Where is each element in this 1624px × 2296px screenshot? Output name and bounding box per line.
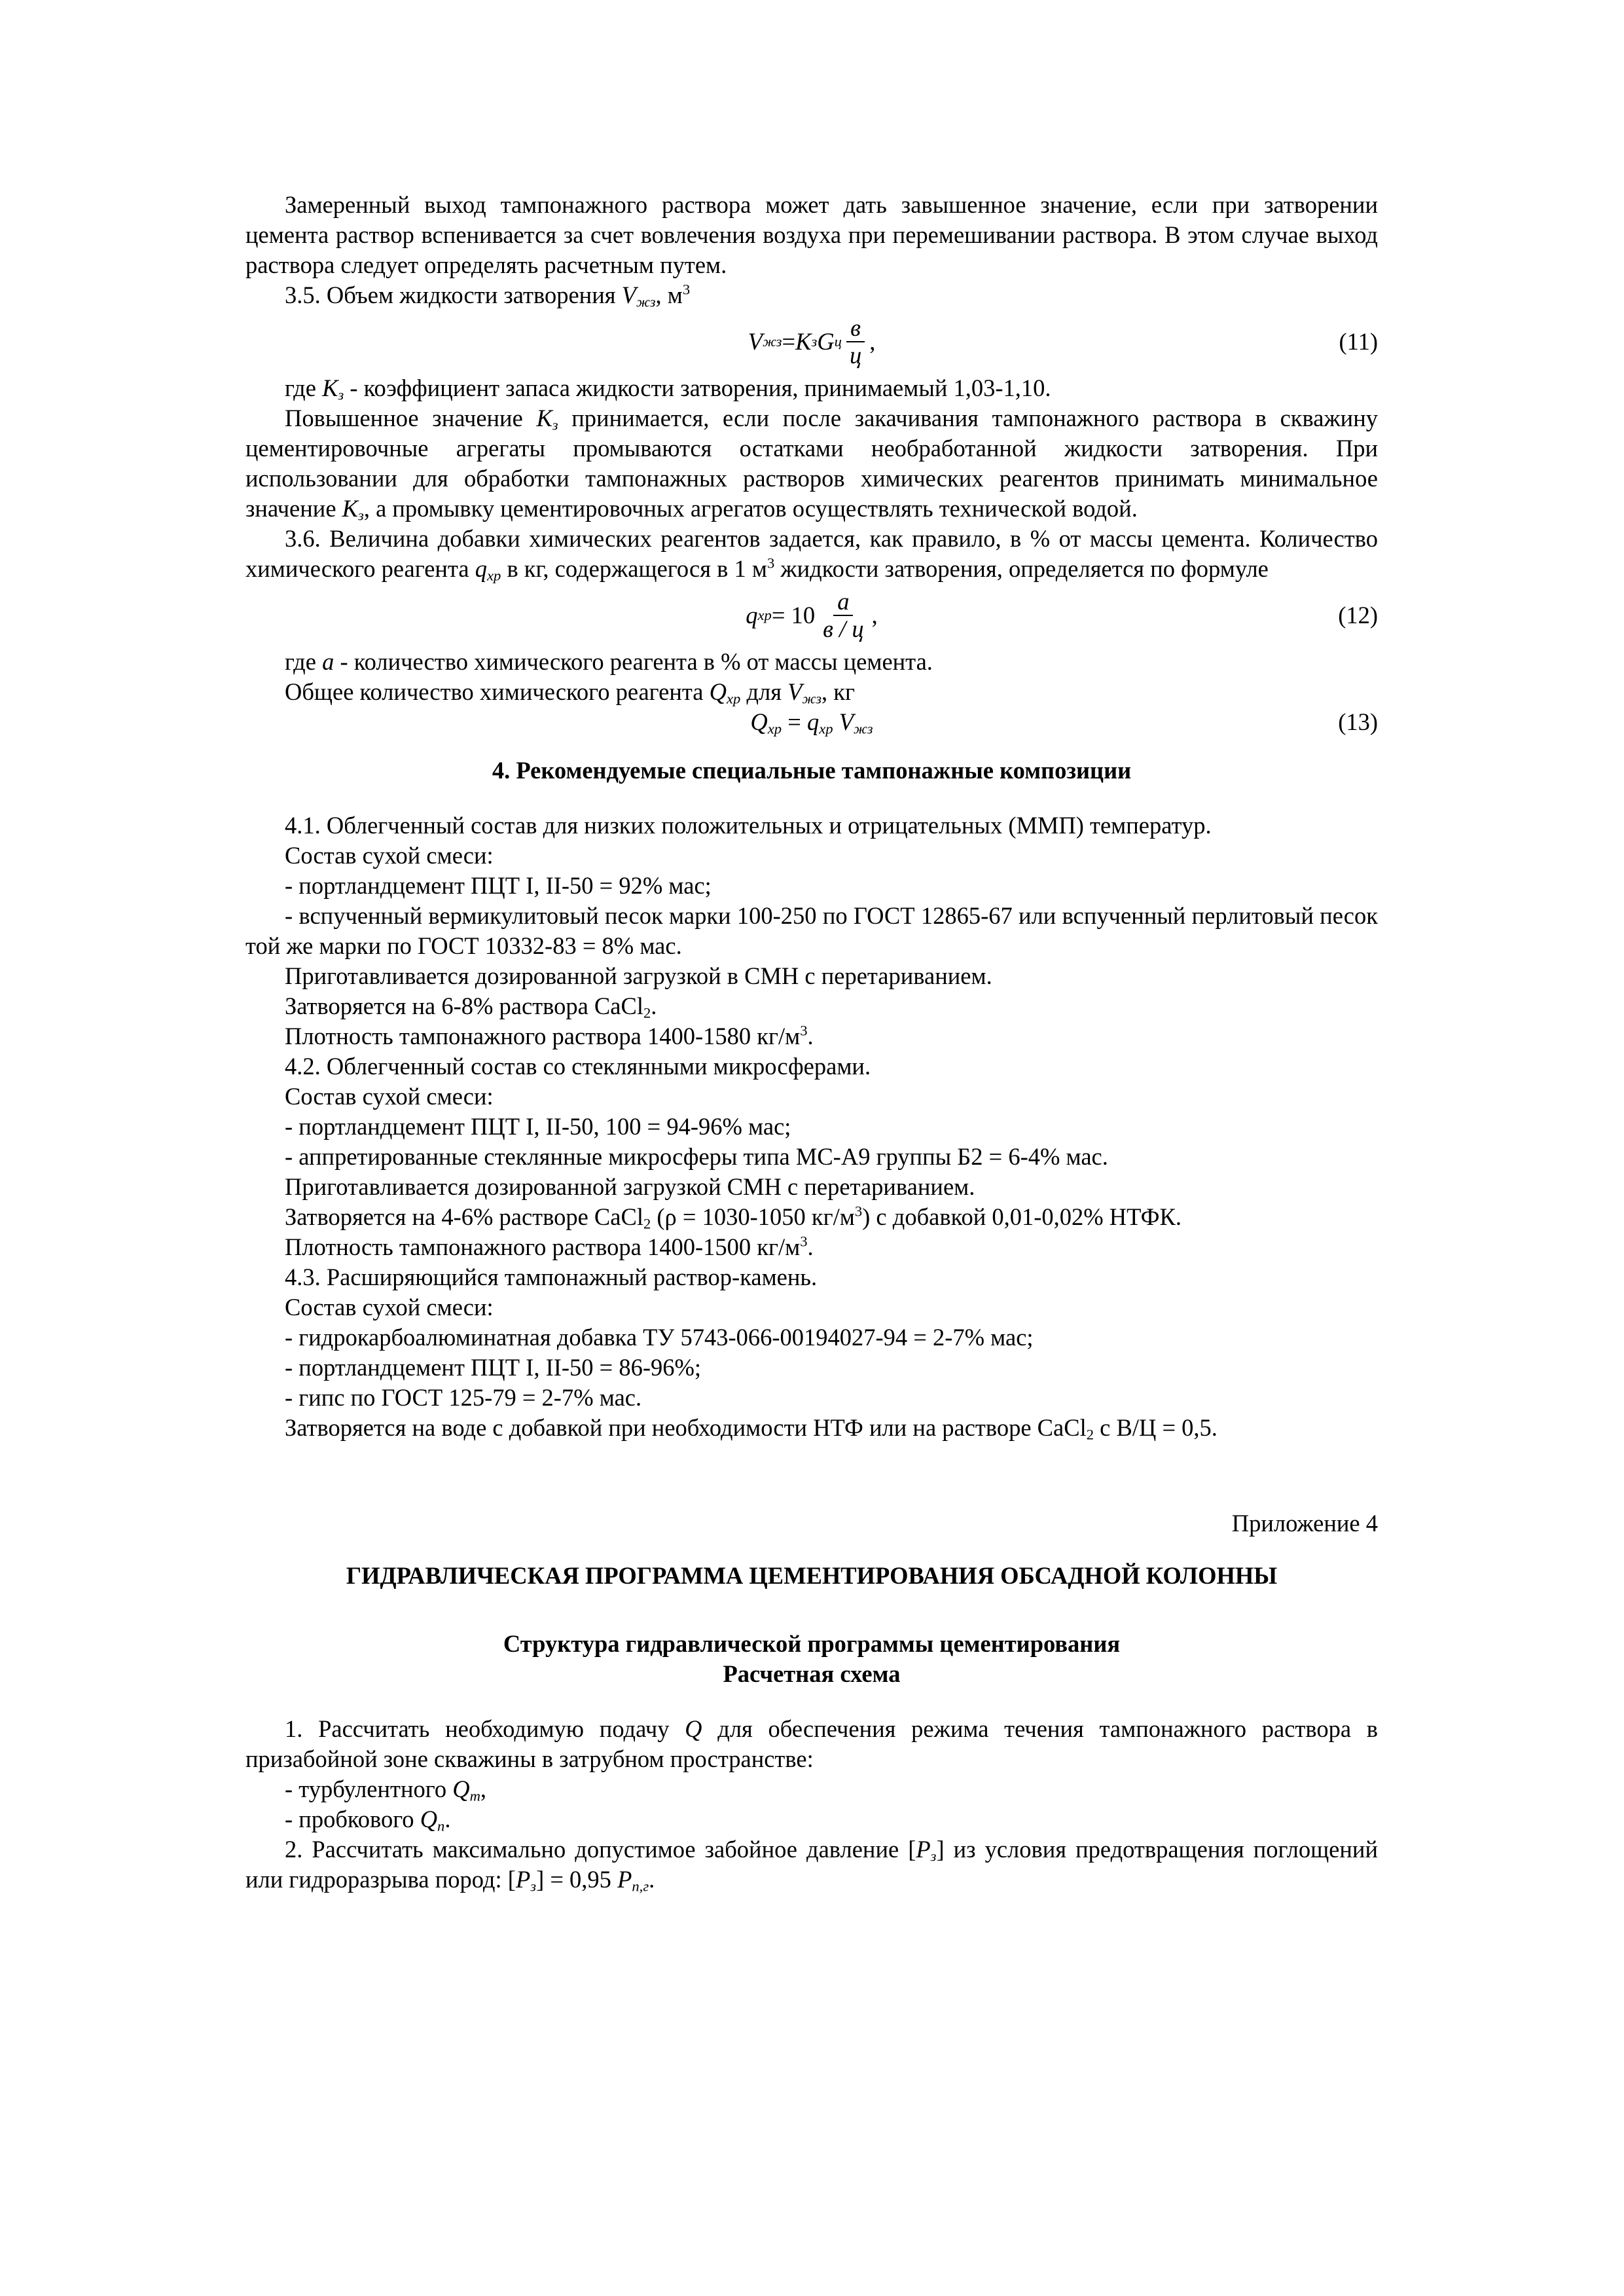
dry-mix-label-1: Состав сухой смеси:	[285, 842, 494, 869]
formula-13-label: (13)	[1338, 708, 1378, 735]
formula-13: $Q_{хр} = q_{хр}$ $V_{жз}$ (13)	[750, 708, 1378, 737]
paragraph-4-1: 4.1. Облегченный состав для низких положительных и отрицательных (ММП) температур.	[285, 812, 1212, 839]
list-item: - портландцемент ПЦТ I, II-50, 100 = 94-96% мас;	[285, 1113, 791, 1140]
paragraph-3-6: 3.6. Величина добавки химических реагентов задается, как правило, в % от массы цемента. Количество химического реагента $q_{хр}$ в кг, содержащегося в 1 $м^3$ жидкости затворения, определяется по формуле	[245, 525, 1378, 584]
document-page	[245, 190, 1378, 1895]
paragraph-total-reagent: Общее количество химического реагента $Q_{хр}$ для $V_{жз}$, кг	[285, 678, 856, 707]
appendix-label: Приложение 4	[1231, 1510, 1378, 1537]
list-item: - вспученный вермикулитовый песок марки 100-250 по ГОСТ 12865-67 или вспученный перлитовый песок той же марки по ГОСТ 10332-83 = 8% мас.	[245, 902, 1378, 959]
paragraph-4-2-mix: Затворяется на 4-6% растворе CaCl$_2$ (ρ = 1030-1050 $кг/м^3$) с добавкой 0,01-0,02% НТФК.	[285, 1203, 1182, 1232]
paragraph-4-2-prep: Приготавливается дозированной загрузкой СМН с перетариванием.	[285, 1173, 975, 1200]
list-item: - портландцемент ПЦТ I, II-50 = 92% мас;	[285, 872, 712, 899]
paragraph-4-1-mix: Затворяется на 6-8% раствора CaCl$_2$.	[285, 993, 657, 1021]
appendix-title: ГИДРАВЛИЧЕСКАЯ ПРОГРАММА ЦЕМЕНТИРОВАНИЯ ОБСАДНОЙ КОЛОННЫ	[346, 1562, 1278, 1589]
paragraph-where-a: где a - количество химического реагента в % от массы цемента.	[285, 648, 933, 675]
formula-12-label: (12)	[1338, 602, 1378, 629]
paragraph-increased-k: Повышенное значение $K_з$ принимается, если после закачивания тампонажного раствора в скважину цементировочные агрегаты промываются остатками необработанной жидкости затворения. При использовании для обработки тампонажных растворов химических реагентов принимать минимальное значение $K_з$, а промывку цементировочных агрегатов осуществлять технической водой.	[245, 405, 1378, 524]
paragraph-4-3: 4.3. Расширяющийся тампонажный раствор-камень.	[285, 1264, 818, 1290]
formula-11: V жз = K з G ц $\frac{в}{ц}$ , (11)	[748, 314, 1378, 369]
appendix-subtitle-scheme: Расчетная схема	[723, 1660, 901, 1687]
formula-12: q хр = 10 $\frac{a}{в / ц}$ , (12)	[746, 588, 1378, 642]
list-item: - гидрокарбоалюминатная добавка ТУ 5743-066-00194027-94 = 2-7% мас;	[285, 1324, 1034, 1351]
paragraph-4-3-mix: Затворяется на воде с добавкой при необходимости НТФ или на растворе CaCl$_2$ с В/Ц = 0,5.	[285, 1414, 1218, 1443]
dry-mix-label-2: Состав сухой смеси:	[285, 1083, 494, 1110]
paragraph-3-5: 3.5. Объем жидкости затворения $V_{жз}$, $м^3$	[285, 281, 691, 310]
paragraph-step-1: 1. Рассчитать необходимую подачу Q для обеспечения режима течения тампонажного раствора в призабойной зоне скважины в затрубном пространстве:	[245, 1715, 1378, 1772]
formula-11-label: (11)	[1339, 328, 1378, 355]
dry-mix-label-3: Состав сухой смеси:	[285, 1294, 494, 1321]
paragraph-4-2: 4.2. Облегченный состав со стеклянными микросферами.	[285, 1053, 871, 1080]
paragraph-step-2: 2. Рассчитать максимально допустимое забойное давление $[P_з]$ из условия предотвращения поглощений или гидроразрыва пород: $[P_з] = 0,95$ $P_{п,г}$.	[245, 1836, 1378, 1895]
paragraph-where-k: где $K_з$ - коэффициент запаса жидкости затворения, принимаемый 1,03-1,10.	[285, 374, 1051, 403]
list-item: - пробкового $Q_п$.	[285, 1806, 451, 1834]
list-item: - портландцемент ПЦТ I, II-50 = 86-96%;	[285, 1354, 702, 1381]
list-item: - гипс по ГОСТ 125-79 = 2-7% мас.	[285, 1384, 642, 1411]
section-4-heading: 4. Рекомендуемые специальные тампонажные композиции	[492, 757, 1132, 784]
list-item: - турбулентного $Q_т$,	[285, 1776, 487, 1804]
paragraph-4-1-density: Плотность тампонажного раствора 1400-1580 $кг/м^3$.	[285, 1022, 814, 1049]
appendix-subtitle-structure: Структура гидравлической программы цементирования	[503, 1630, 1121, 1657]
paragraph-4-2-density: Плотность тампонажного раствора 1400-1500 $кг/м^3$.	[285, 1233, 814, 1260]
list-item: - аппретированные стеклянные микросферы типа МС-А9 группы Б2 = 6-4% мас.	[285, 1143, 1108, 1170]
paragraph-measured-yield: Замеренный выход тампонажного раствора может дать завышенное значение, если при затворении цемента раствор вспенивается за счет вовлечения воздуха при перемешивании раствора. В этом случае выход раствора следует определять расчетным путем.	[245, 191, 1378, 278]
paragraph-4-1-prep: Приготавливается дозированной загрузкой в СМН с перетариванием.	[285, 962, 992, 989]
